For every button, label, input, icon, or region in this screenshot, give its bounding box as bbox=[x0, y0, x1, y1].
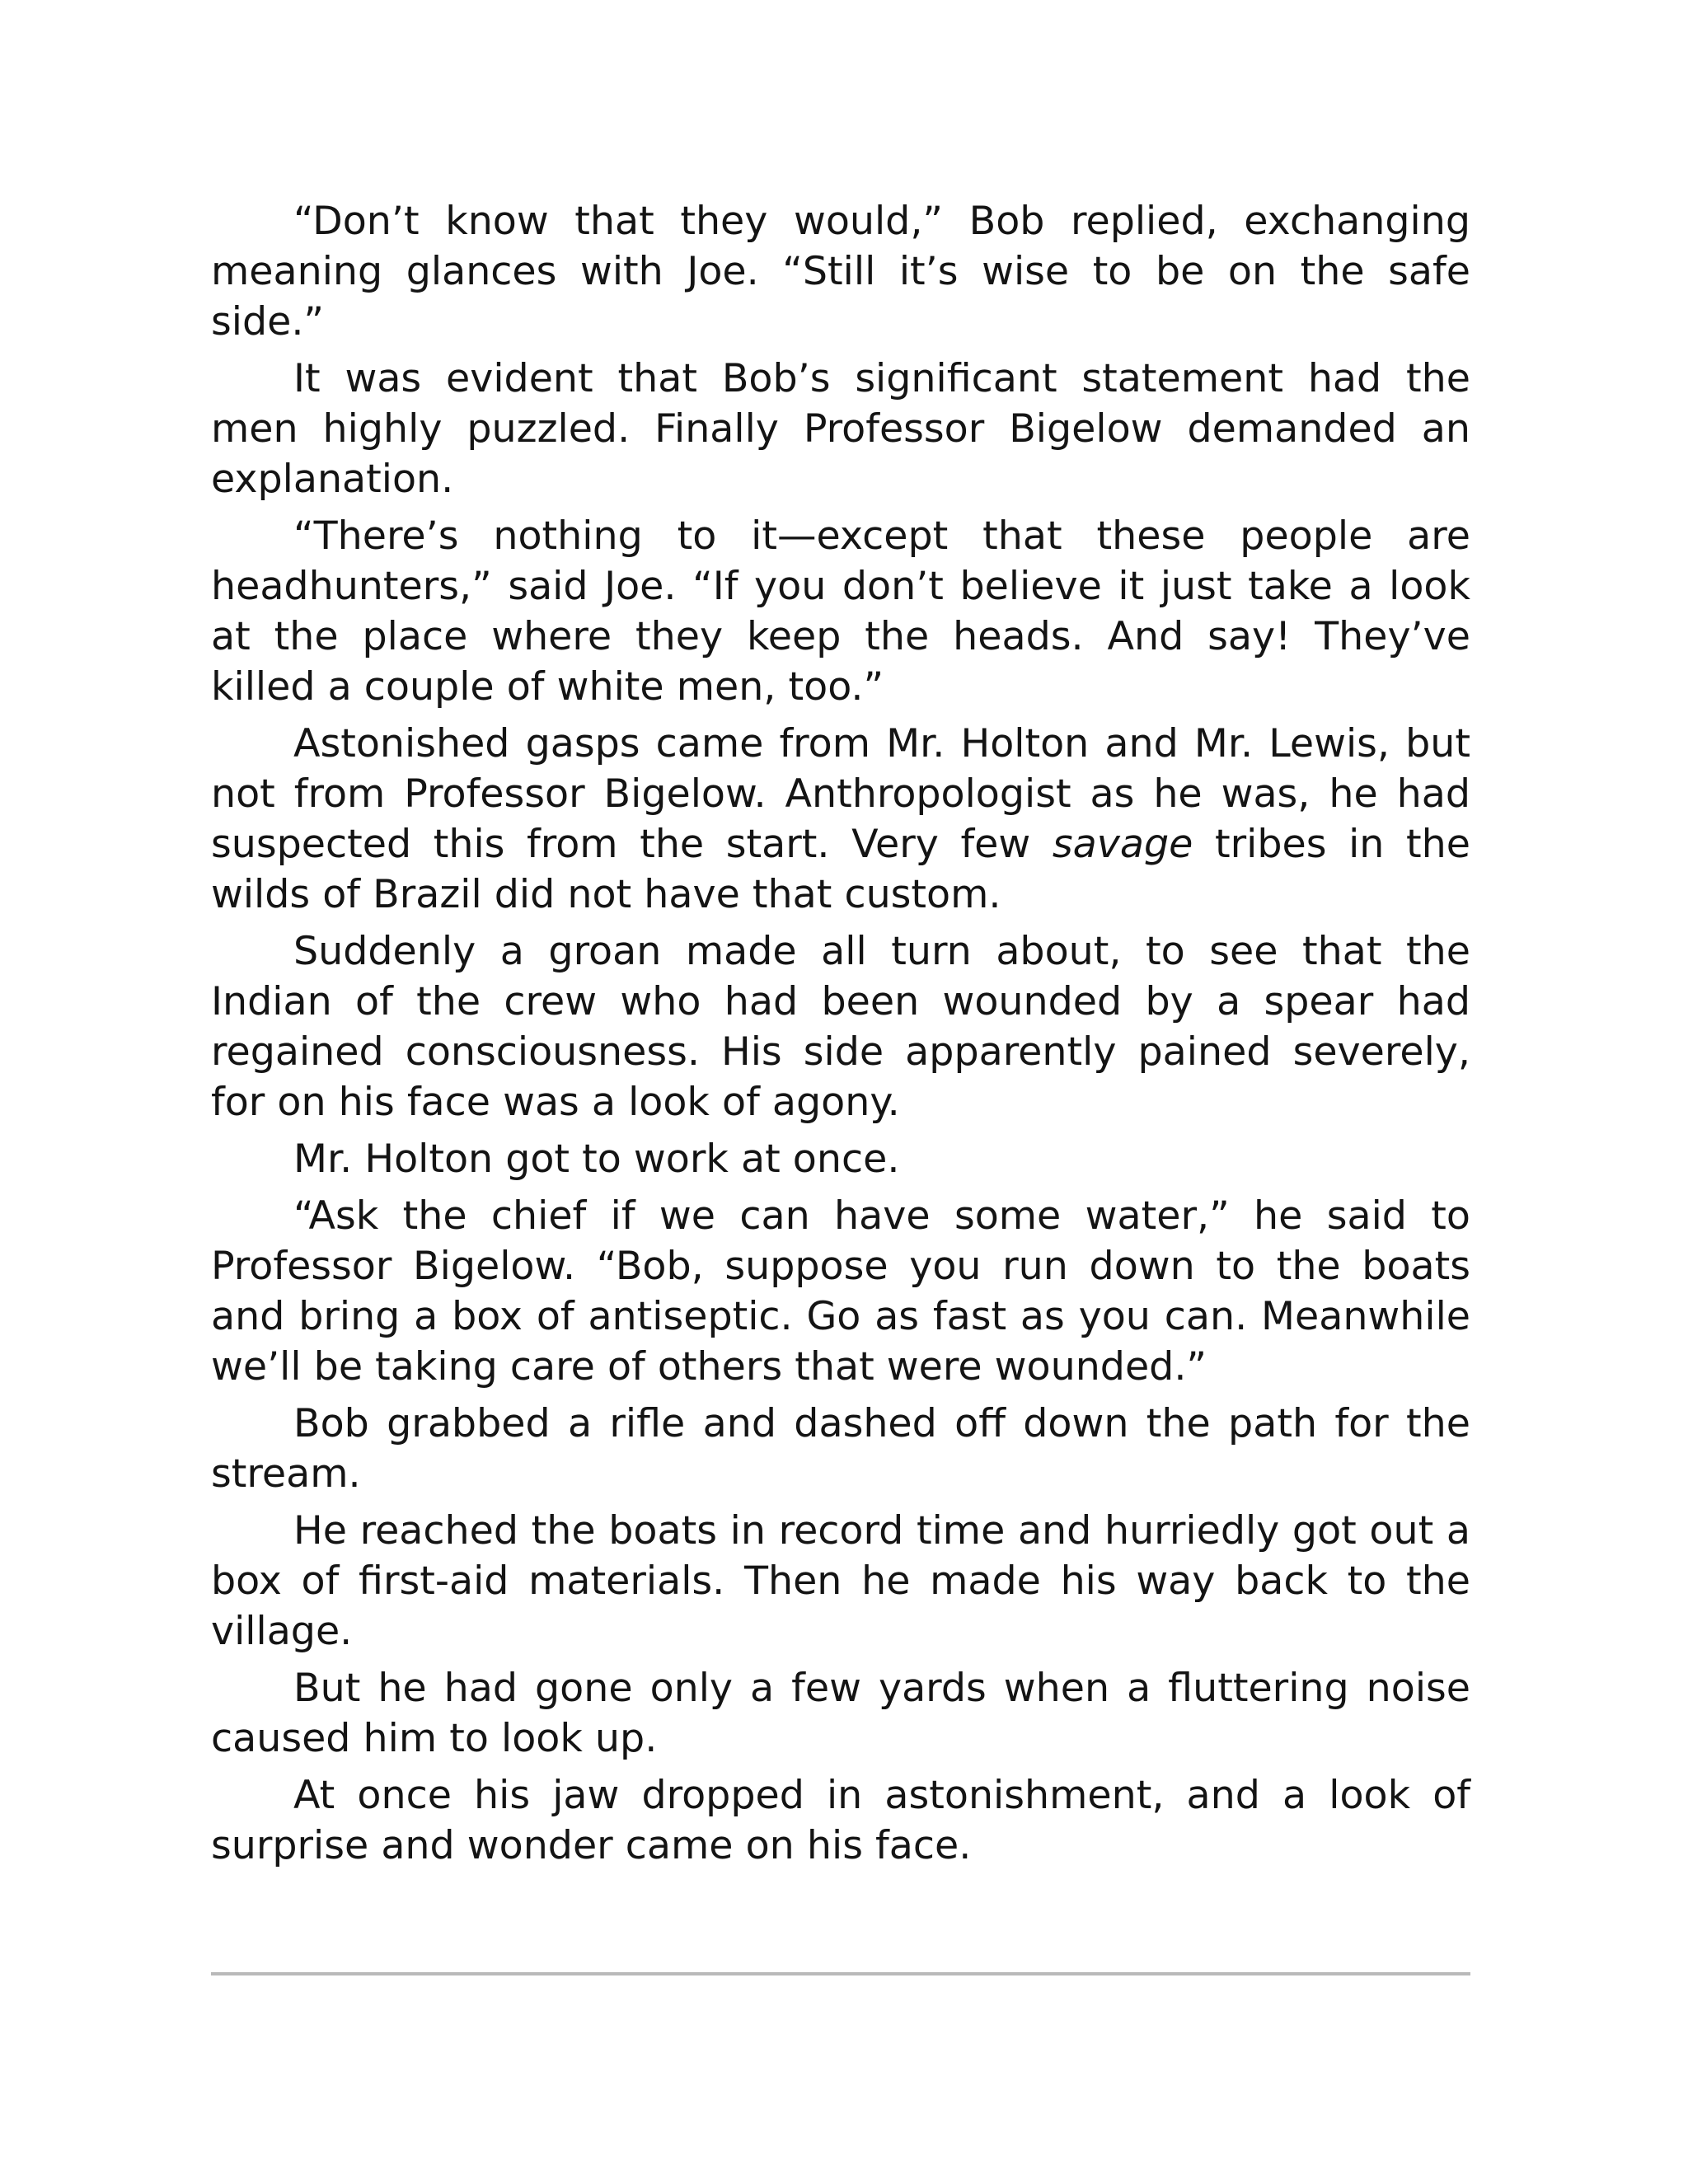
paragraph-2: It was evident that Bob’s significant statement had the men highly puzzled. Finally Professor Bigelow demanded an explanation. bbox=[211, 356, 1470, 502]
paragraph-1: “Don’t know that they would,” Bob replied, exchanging meaning glances with Joe. “Still it’s wise to be on the safe side.” bbox=[211, 199, 1470, 344]
paragraph-6: Mr. Holton got to work at once. bbox=[293, 1137, 900, 1182]
paragraph-4-end: tribes in the wilds of Brazil did not have that custom. bbox=[211, 822, 1470, 917]
emphasized-word: savage bbox=[1052, 822, 1193, 867]
footer-rule bbox=[211, 1972, 1470, 1975]
paragraph-3: “There’s nothing to it—except that these people are headhunters,” said Joe. “If you don’t believe it just take a look at the place where they keep the heads. And say! They’ve killed a couple of white men, too.” bbox=[211, 513, 1470, 710]
paragraph-11: At once his jaw dropped in astonishment, and a look of surprise and wonder came on his face. bbox=[211, 1773, 1470, 1868]
page-body bbox=[211, 196, 1470, 1877]
paragraph-10: But he had gone only a few yards when a fluttering noise caused him to look up. bbox=[211, 1666, 1470, 1761]
paragraph-7: “Ask the chief if we can have some water,” he said to Professor Bigelow. “Bob, suppose you run down to the boats and bring a box of antiseptic. Go as fast as you can. Meanwhile we’ll be taking care of others that were wounded.” bbox=[211, 1193, 1470, 1390]
paragraph-8: Bob grabbed a rifle and dashed off down the path for the stream. bbox=[211, 1401, 1470, 1497]
paragraph-9: He reached the boats in record time and hurriedly got out a box of first-aid materials. Then he made his way back to the village. bbox=[211, 1508, 1470, 1654]
paragraph-5: Suddenly a groan made all turn about, to see that the Indian of the crew who had been wounded by a spear had regained consciousness. His side apparently pained severely, for on his face was a look of agony. bbox=[211, 929, 1470, 1125]
paragraph-4 bbox=[211, 719, 1470, 920]
paragraph-4-start: Astonished gasps came from Mr. Holton and Mr. Lewis, but not from Professor Bigelow. Anthropologist as he was, he had suspected this from the start. Very few bbox=[211, 721, 1470, 867]
